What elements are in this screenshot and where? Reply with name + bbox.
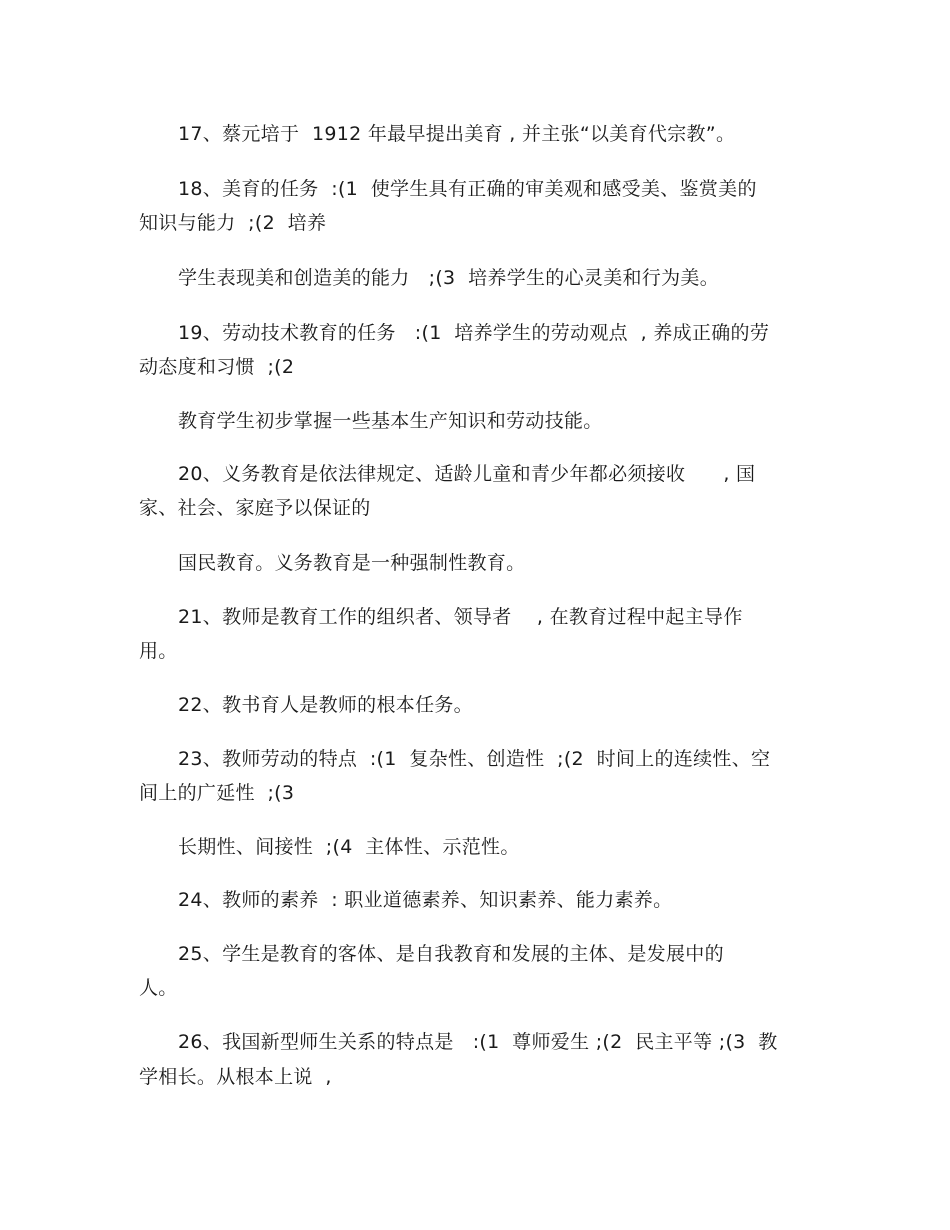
text-line: 20、义务教育是依法律规定、适龄儿童和青少年都必须接收 , 国 (178, 463, 756, 485)
text-line: 学生表现美和创造美的能力 ;(3 培养学生的心灵美和行为美。 (178, 267, 720, 289)
text-line: 人。 (139, 977, 178, 999)
text-line: 国民教育。义务教育是一种强制性教育。 (178, 552, 526, 574)
text-line: 21、教师是教育工作的组织者、领导者 , 在教育过程中起主导作 (178, 606, 743, 628)
text-line: 家、社会、家庭予以保证的 (139, 497, 371, 519)
text-line: 24、教师的素养 : 职业道德素养、知识素养、能力素养。 (178, 889, 673, 911)
text-line: 学相长。从根本上说 , (139, 1066, 332, 1088)
text-line: 18、美育的任务 :(1 使学生具有正确的审美观和感受美、鉴赏美的 (178, 178, 757, 200)
text-line: 动态度和习惯 ;(2 (139, 356, 295, 378)
text-line: 22、教书育人是教师的根本任务。 (178, 694, 473, 716)
text-line: 19、劳动技术教育的任务 :(1 培养学生的劳动观点 , 养成正确的劳 (178, 322, 770, 344)
text-line: 26、我国新型师生关系的特点是 :(1 尊师爱生 ;(2 民主平等 ;(3 教 (178, 1031, 778, 1053)
text-line: 长期性、间接性 ;(4 主体性、示范性。 (178, 836, 520, 858)
text-line: 用。 (139, 640, 178, 662)
text-line: 教育学生初步掌握一些基本生产知识和劳动技能。 (178, 410, 603, 432)
text-line: 25、学生是教育的客体、是自我教育和发展的主体、是发展中的 (178, 943, 724, 965)
text-line: 23、教师劳动的特点 :(1 复杂性、创造性 ;(2 时间上的连续性、空 (178, 748, 771, 770)
text-line: 知识与能力 ;(2 培养 (139, 212, 327, 234)
text-line: 间上的广延性 ;(3 (139, 782, 295, 804)
text-line: 17、蔡元培于 1912 年最早提出美育 , 并主张“以美育代宗教”。 (178, 123, 736, 145)
